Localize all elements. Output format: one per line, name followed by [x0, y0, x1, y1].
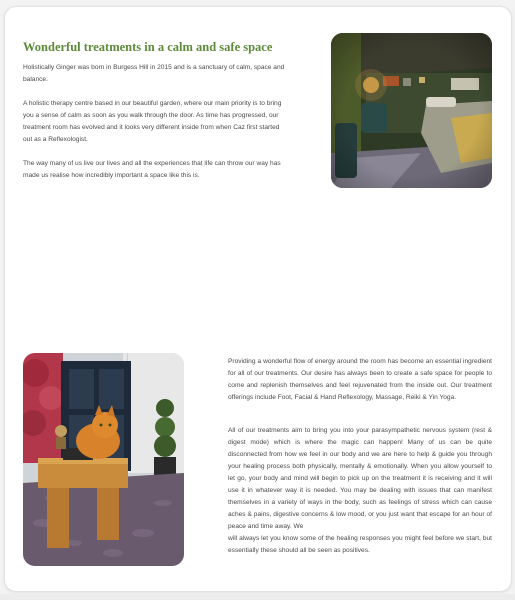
intro-paragraph: Holistically Ginger was born in Burgess Hill in 2015 and is a sanctuary of calm, space and balance. — [23, 64, 285, 83]
detail-paragraph: Providing a wonderful flow of energy around the room has become an essential ingredient for all of our treatments. Our desire has always been to create a safe space for people to come and replenish themselves and feel rejuvenated from the inside out. Our treatment offerings include Foot, Facial & Hand Reflexology, Massage, Reiki & Yin Yoga. — [228, 358, 492, 401]
intro-text-block — [23, 62, 288, 194]
detail-text-block — [228, 356, 492, 557]
page-footer-edge — [0, 594, 515, 600]
detail-paragraph: will always let you know some of the healing responses you might feel before we start, but essentially these should all be seen as positives. — [228, 535, 492, 554]
section-title: Wonderful treatments in a calm and safe space — [23, 40, 273, 54]
intro-paragraph: A holistic therapy centre based in our beautiful garden, where our main priority is to bring you a sense of calm as soon as you walk through the door. As time has progressed, our treatment room has evolved and it looks very different inside from when Caz first started out as a Reflexologist. — [23, 100, 282, 143]
treatment-room-photo — [331, 33, 492, 188]
detail-paragraph: All of our treatments aim to bring you into your parasympathetic nervous system (rest & digest mode) which is where the magic can happen! Many of us can be quite disconnected from how we feel in our body and we are here to help & guide you through your healing process both physically, mentally & emotionally. When you allow yourself to let go, your body and mind will begin to pick up on the treatment it is receiving and it will use it in whatever way it is needed. You may be dealing with issues that can manifest themselves in a variety of ways in the body, such as feelings of stress which can cause aches & pains, digestive concerns & low mood, or you just want that escape for an hour of peace and time away. We — [228, 427, 492, 530]
intro-paragraph: The way many of us live our lives and all the experiences that life can throw our way has made us realise how incredibly important a space like this is. — [23, 160, 281, 179]
ginger-cat-garden-photo — [23, 353, 184, 566]
